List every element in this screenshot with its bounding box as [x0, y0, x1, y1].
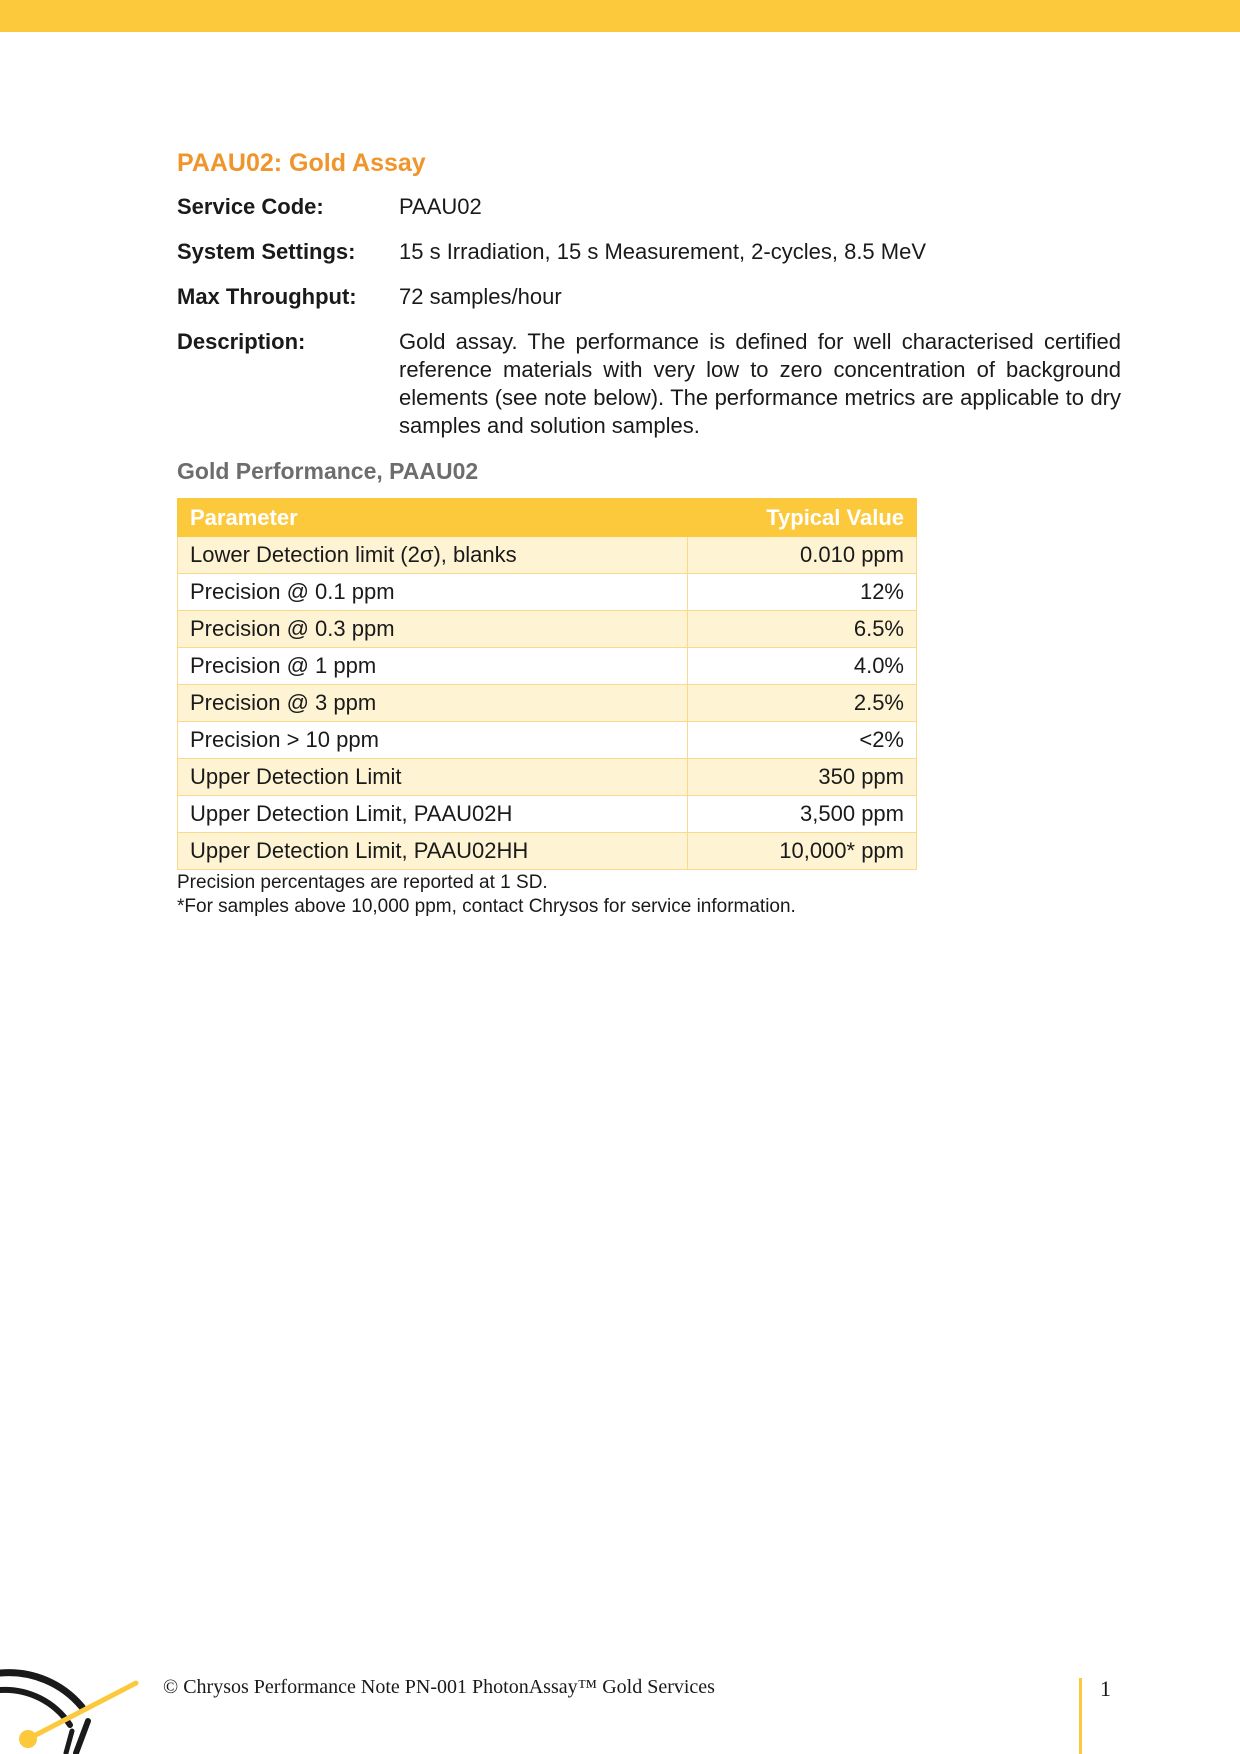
value-cell: 12% — [688, 574, 917, 611]
column-header-parameter: Parameter — [178, 499, 688, 537]
value-cell: <2% — [688, 722, 917, 759]
field-value: Gold assay. The performance is defined for well characterised certified reference materials with very low to zero concentration of background elements (see note below). The performance metrics are applicable to dry samples and solution samples. — [399, 329, 1121, 438]
field-label: Max Throughput: — [177, 284, 357, 309]
parameter-cell: Precision @ 1 ppm — [178, 648, 688, 685]
parameter-cell: Precision @ 0.1 ppm — [178, 574, 688, 611]
parameter-cell: Upper Detection Limit, PAAU02HH — [178, 833, 688, 870]
field-system-settings — [177, 238, 1127, 266]
page-number: 1 — [1100, 1676, 1111, 1701]
table-notes — [177, 871, 1127, 919]
value-cell: 3,500 ppm — [688, 796, 917, 833]
chrysos-logo-icon — [0, 1645, 140, 1754]
table-row — [178, 833, 917, 870]
table-row — [178, 796, 917, 833]
table-note: Precision percentages are reported at 1 SD. — [177, 872, 548, 893]
table-row — [178, 722, 917, 759]
value-cell: 350 ppm — [688, 759, 917, 796]
parameter-cell: Upper Detection Limit — [178, 759, 688, 796]
footer-divider — [1079, 1678, 1082, 1754]
parameter-cell: Precision @ 0.3 ppm — [178, 611, 688, 648]
table-title: Gold Performance, PAAU02 — [177, 458, 479, 484]
field-label: Service Code: — [177, 194, 324, 219]
field-max-throughput — [177, 283, 1127, 311]
table-note: *For samples above 10,000 ppm, contact Chrysos for service information. — [177, 896, 796, 917]
field-value: 72 samples/hour — [399, 284, 562, 309]
field-value: PAAU02 — [399, 194, 482, 219]
value-cell: 2.5% — [688, 685, 917, 722]
parameter-cell: Lower Detection limit (2σ), blanks — [178, 537, 688, 574]
section-title: PAAU02: Gold Assay — [177, 149, 426, 177]
value-cell: 0.010 ppm — [688, 537, 917, 574]
value-cell: 4.0% — [688, 648, 917, 685]
service-fields — [177, 193, 1127, 440]
table-row — [178, 537, 917, 574]
document-content — [177, 145, 1127, 919]
column-header-typical-value: Typical Value — [688, 499, 917, 537]
table-row — [178, 685, 917, 722]
value-cell: 6.5% — [688, 611, 917, 648]
field-label: Description: — [177, 329, 306, 354]
performance-table — [177, 498, 917, 870]
parameter-cell: Upper Detection Limit, PAAU02H — [178, 796, 688, 833]
value-cell: 10,000* ppm — [688, 833, 917, 870]
table-row — [178, 574, 917, 611]
parameter-cell: Precision @ 3 ppm — [178, 685, 688, 722]
table-row — [178, 759, 917, 796]
footer-copyright: © Chrysos Performance Note PN-001 PhotonAssay™ Gold Services — [163, 1676, 715, 1698]
table-header-row — [178, 499, 917, 537]
field-service-code — [177, 193, 1127, 221]
header-accent-bar — [0, 0, 1240, 32]
field-value: 15 s Irradiation, 15 s Measurement, 2-cycles, 8.5 MeV — [399, 239, 927, 264]
table-row — [178, 611, 917, 648]
parameter-cell: Precision > 10 ppm — [178, 722, 688, 759]
field-description — [177, 328, 1127, 440]
table-row — [178, 648, 917, 685]
field-label: System Settings: — [177, 239, 356, 264]
